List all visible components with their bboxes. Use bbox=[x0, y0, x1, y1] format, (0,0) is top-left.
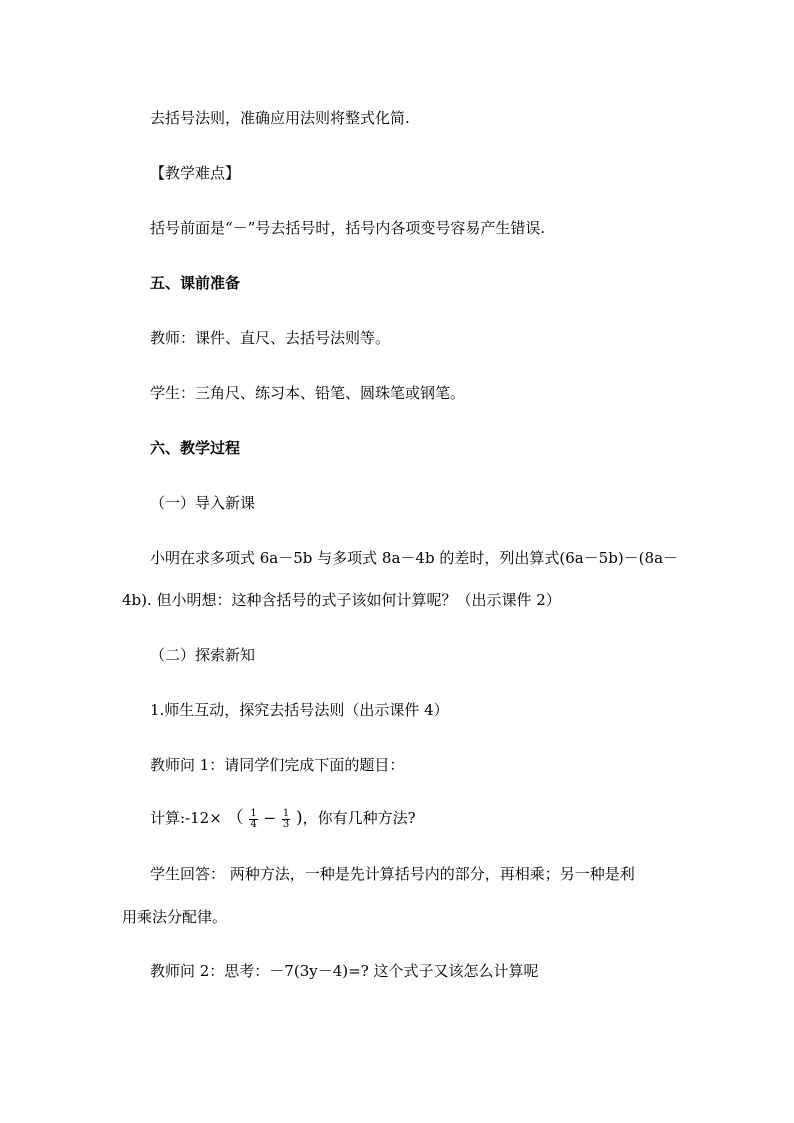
heading-teaching-difficulty: 【教学难点】 bbox=[150, 164, 241, 182]
calc-suffix: ，你有几种方法? bbox=[302, 809, 416, 827]
paragraph-calculation bbox=[150, 808, 416, 830]
subheading-explore: （二）探索新知 bbox=[150, 646, 256, 664]
fraction-one-third bbox=[282, 809, 290, 830]
paragraph-rule-summary: 去括号法则，准确应用法则将整式化简. bbox=[150, 109, 410, 127]
fraction-one-quarter bbox=[249, 809, 257, 830]
fraction-denominator: 3 bbox=[282, 818, 290, 830]
paragraph-difficulty: 括号前面是“－”号去括号时，括号内各项变号容易产生错误. bbox=[150, 219, 546, 237]
paragraph-teacher-q2: 教师问 2：思考：－7(3y－4)=? 这个式子又该怎么计算呢 bbox=[150, 962, 539, 980]
fraction-numerator: 1 bbox=[282, 807, 290, 819]
paragraph-teacher-prep: 教师：课件、直尺、去括号法则等。 bbox=[150, 329, 391, 347]
paragraph-intro-problem: 小明在求多项式 6a－5b 与多项式 8a－4b 的差时，列出算式(6a－5b)－(8a－ bbox=[150, 549, 679, 567]
paragraph-student-answer: 学生回答： 两种方法，一种是先计算括号内的部分，再相乘；另一种是利 bbox=[150, 865, 635, 883]
calc-prefix: 计算:-12× bbox=[150, 809, 222, 827]
section-heading-process: 六、教学过程 bbox=[150, 439, 241, 457]
open-paren-glyph: （ bbox=[226, 808, 244, 828]
section-heading-preparation: 五、课前准备 bbox=[150, 274, 241, 292]
paragraph-teacher-q1: 教师问 1：请同学们完成下面的题目： bbox=[150, 756, 405, 774]
subheading-intro: （一）导入新课 bbox=[150, 494, 256, 512]
close-paren-glyph: ) bbox=[296, 808, 303, 828]
paragraph-student-answer-cont: 用乘法分配律。 bbox=[122, 908, 228, 926]
paragraph-student-prep: 学生：三角尺、练习本、铅笔、圆珠笔或钢笔。 bbox=[150, 384, 466, 402]
paragraph-interaction: 1.师生互动，探究去括号法则（出示课件 4） bbox=[150, 701, 449, 719]
minus-sign: − bbox=[263, 809, 277, 827]
fraction-numerator: 1 bbox=[250, 807, 257, 819]
paragraph-intro-problem-cont: 4b). 但小明想：这种含括号的式子该如何计算呢？（出示课件 2） bbox=[122, 591, 561, 609]
fraction-denominator: 4 bbox=[250, 818, 257, 830]
